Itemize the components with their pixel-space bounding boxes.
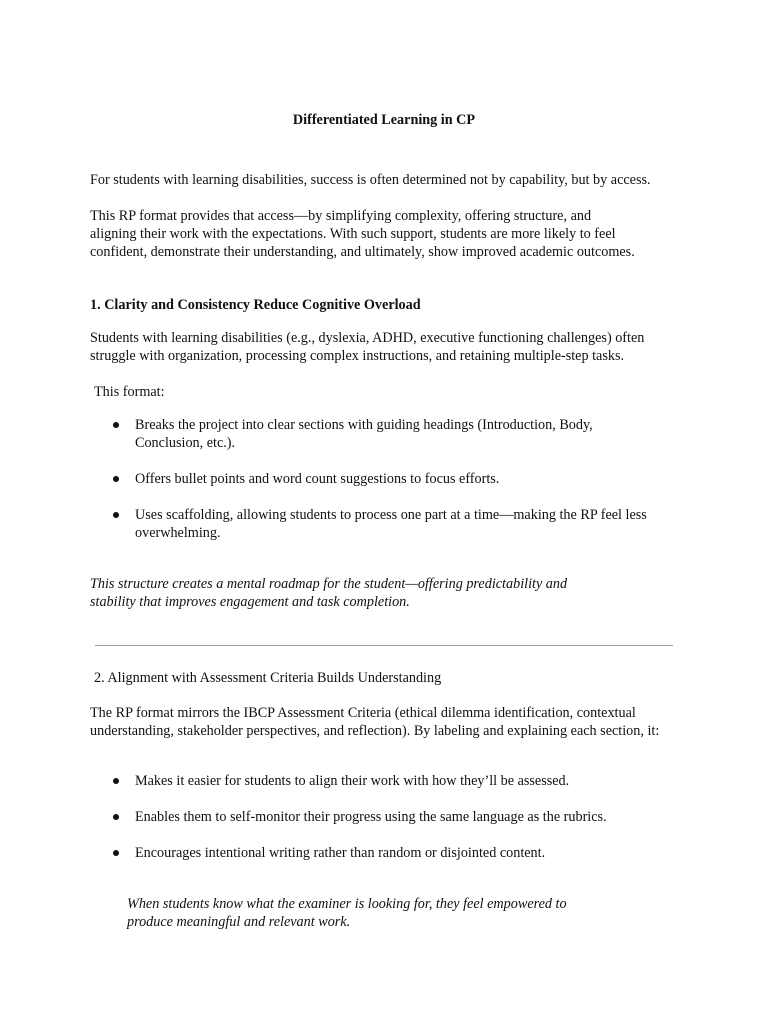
section-1-paragraph: Students with learning disabilities (e.g., dyslexia, ADHD, executive functioning challenges) often struggle with organization, processing complex instructions, and retaining multiple-step tasks. [90,330,645,364]
section-2-bullet-list [90,772,680,880]
list-item [90,844,680,862]
bullet-dot-icon [113,476,119,482]
section-1-bullet-list [90,416,680,560]
list-item-text: Encourages intentional writing rather than random or disjointed content. [135,845,546,861]
list-item-text: Makes it easier for students to align their work with how they’ll be assessed. [135,773,570,789]
section-2-summary: When students know what the examiner is looking for, they feel empowered to produce meaningful and relevant work. [127,896,567,930]
list-item [90,470,680,488]
section-1-heading: 1. Clarity and Consistency Reduce Cognitive Overload [90,297,421,313]
list-item [90,808,680,826]
list-item-text: Offers bullet points and word count suggestions to focus efforts. [135,471,500,487]
bullet-dot-icon [113,814,119,820]
bullet-dot-icon [113,512,119,518]
list-item [90,416,605,452]
bullet-dot-icon [113,422,119,428]
section-2-heading: 2. Alignment with Assessment Criteria Builds Understanding [94,670,442,686]
section-2-paragraph: The RP format mirrors the IBCP Assessment Criteria (ethical dilemma identification, contextual understanding, stakeholder perspectives, and reflection). By labeling and explaining each section, it: [90,705,660,739]
intro-paragraph-2: This RP format provides that access—by simplifying complexity, offering structure, and aligning their work with the expectations. With such support, students are more likely to feel confident, demonstrate their understanding, and ultimately, show improved academic outcomes. [90,208,635,260]
list-item-text: Enables them to self-monitor their progress using the same language as the rubrics. [135,809,607,825]
list-item [90,772,680,790]
section-divider [95,645,673,646]
section-1-lead: This format: [94,384,165,400]
page-title: Differentiated Learning in CP [292,112,476,128]
list-item-text: Breaks the project into clear sections with guiding headings (Introduction, Body, Conclusion, etc.). [135,417,593,451]
bullet-dot-icon [113,850,119,856]
section-1-summary: This structure creates a mental roadmap for the student—offering predictability and stability that improves engagement and task completion. [90,576,568,610]
bullet-dot-icon [113,778,119,784]
list-item-text: Uses scaffolding, allowing students to process one part at a time—making the RP feel less overwhelming. [135,507,647,541]
list-item [90,506,665,542]
intro-paragraph-1: For students with learning disabilities, success is often determined not by capability, but by access. [90,172,651,188]
